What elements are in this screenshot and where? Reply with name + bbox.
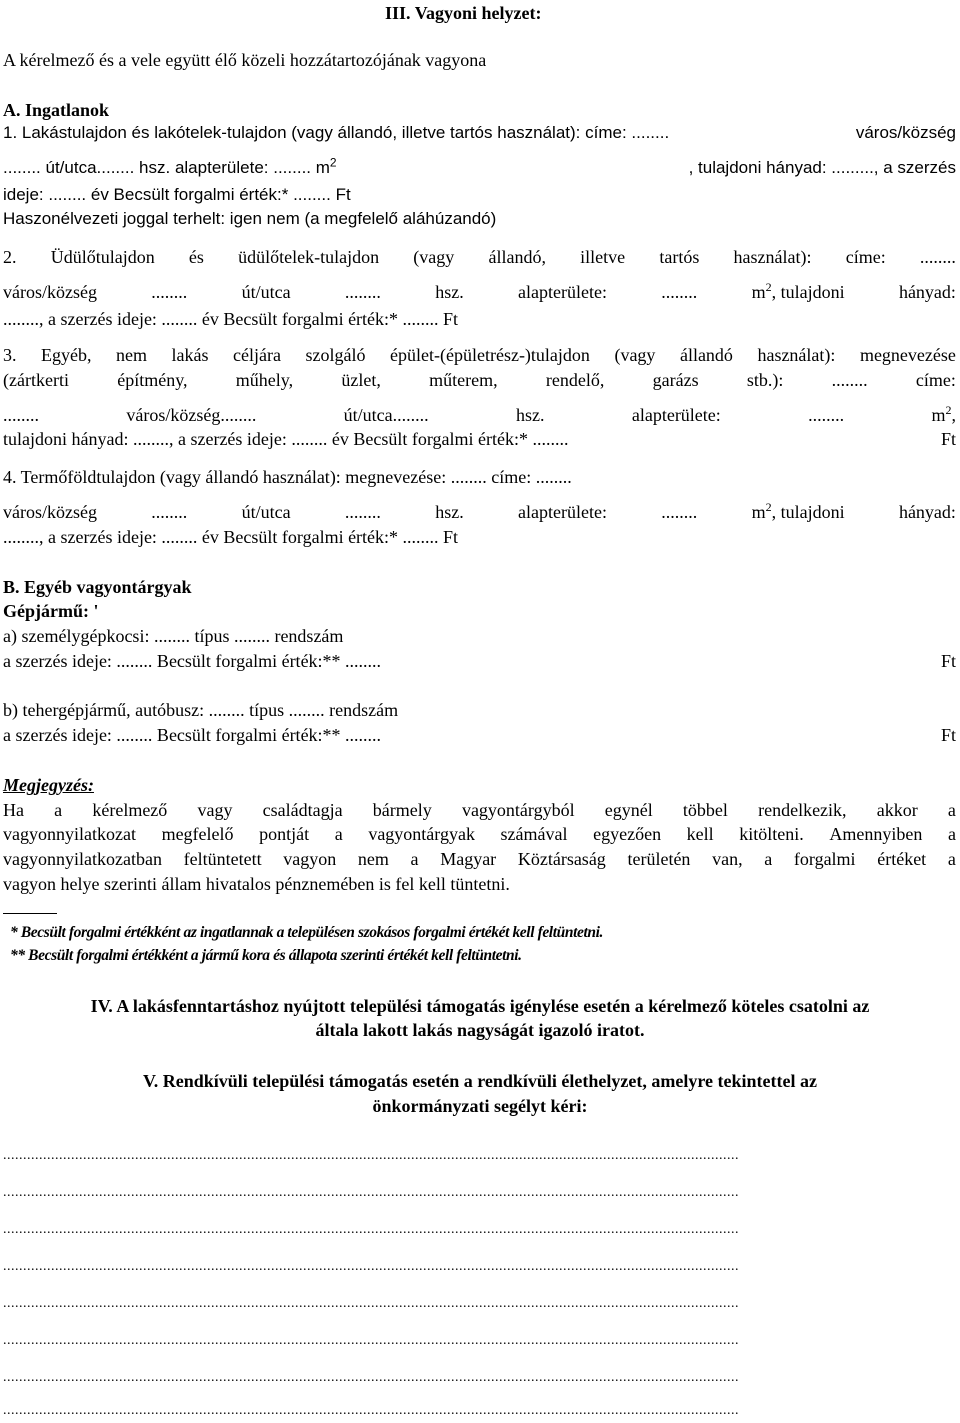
word: hányad:	[898, 282, 956, 302]
word: út/utca	[241, 282, 291, 302]
answer-line-7[interactable]: ........................................................................................................................................................................................	[3, 1370, 739, 1385]
word: (vagy	[413, 247, 455, 267]
word: m	[751, 282, 766, 302]
word: forgalmi	[793, 849, 856, 869]
item3-line1	[3, 344, 956, 366]
word: használat):	[757, 345, 836, 365]
item1-line1-end: város/község	[855, 123, 956, 142]
item4-line2	[3, 501, 956, 523]
word: megnevezése	[859, 345, 956, 365]
word: alapterülete:	[631, 405, 721, 425]
item1-line2-end: , tulajdoni hányad: ........., a szerzés	[688, 158, 956, 177]
word: garázs	[652, 370, 699, 390]
word: ........	[151, 282, 188, 302]
word: alapterülete:	[518, 282, 607, 302]
word: vagyonnyilatkozatban	[3, 849, 162, 869]
word: egyezően	[593, 824, 662, 844]
word: , tulajdoni	[771, 282, 845, 302]
word: nem	[116, 345, 148, 365]
section-4-line2: általa lakott lakás nagyságát igazoló iratot.	[315, 1020, 645, 1040]
word: tartós	[659, 247, 700, 267]
word-with-sup	[752, 501, 845, 523]
word: vagyontárgyból	[461, 800, 575, 820]
section-4-line1: IV. A lakásfenntartáshoz nyújtott települési támogatás igénylése esetén a kérelmező köteles csatolni az	[90, 996, 870, 1016]
word: ........	[344, 502, 381, 522]
word: alapterülete:	[518, 502, 607, 522]
superscript: 2	[765, 280, 772, 294]
word: (zártkerti	[3, 370, 69, 390]
word: és	[188, 247, 204, 267]
footnote-2: ** Becsült forgalmi értékként a jármű kora és állapota szerinti értékét kell feltüntetni.	[10, 947, 522, 964]
part-a-title: A. Ingatlanok	[3, 100, 110, 120]
item1-sup: 2	[329, 155, 337, 170]
item1-line4: Haszonélvezeti joggal terhelt: igen nem (a megfelelő aláhúzandó)	[3, 209, 497, 228]
word: üdülőtelek-tulajdon	[238, 247, 380, 267]
word: vagyonnyilatkozat	[3, 824, 136, 844]
word: hsz.	[435, 502, 464, 522]
part-b-subtitle: Gépjármű: '	[3, 601, 99, 621]
item2-line1	[3, 246, 956, 268]
word: van,	[712, 849, 743, 869]
word: út/utca........	[343, 405, 429, 425]
word: ........	[151, 502, 188, 522]
word: vagy	[197, 800, 233, 820]
word: város/község	[3, 282, 97, 302]
word: címe:	[845, 247, 886, 267]
word: ........	[808, 405, 845, 425]
word: állandó	[679, 345, 733, 365]
item1-line3: ideje: ........ év Becsült forgalmi érték:* ........ Ft	[3, 185, 351, 204]
word: út/utca	[241, 502, 291, 522]
word: rendelkezik,	[758, 800, 847, 820]
item1-line1-text: 1. Lakástulajdon és lakótelek-tulajdon (vagy állandó, illetve tartós használat): címe: ........	[3, 123, 670, 142]
word: üzlet,	[341, 370, 381, 390]
word: lakás	[171, 345, 209, 365]
word: Amennyiben	[829, 824, 923, 844]
word: kell	[686, 824, 714, 844]
word: kérelmező	[92, 800, 168, 820]
word: vagyontárgyak	[368, 824, 475, 844]
item1-line2-text: ........ út/utca........ hsz. alapterülete: ........ m	[3, 158, 330, 177]
note-title: Megjegyzés:	[3, 775, 94, 795]
word: Ha	[3, 800, 24, 820]
word: számával	[500, 824, 568, 844]
word: kitölteni.	[739, 824, 804, 844]
word: ........	[661, 282, 698, 302]
word: város/község	[3, 502, 97, 522]
word: építmény,	[117, 370, 188, 390]
word: a	[764, 849, 773, 869]
answer-line-2[interactable]: ........................................................................................................................................................................................	[3, 1185, 739, 1200]
word: vagyon	[283, 849, 337, 869]
word: ........	[919, 247, 956, 267]
word: a	[947, 849, 956, 869]
superscript: 2	[765, 500, 772, 514]
word: állandó,	[488, 247, 546, 267]
word: 2.	[3, 247, 17, 267]
word-with-sup	[752, 281, 845, 303]
word: céljára	[233, 345, 281, 365]
word: címe:	[915, 370, 956, 390]
word: , tulajdoni	[771, 502, 845, 522]
word: épület-(épületrész-)tulajdon	[390, 345, 590, 365]
word: feltüntetett	[183, 849, 262, 869]
note-line1	[3, 799, 956, 821]
item3-line3	[3, 404, 956, 426]
word: illetve	[580, 247, 626, 267]
answer-line-8[interactable]: ........................................................................................................................................................................................	[3, 1403, 739, 1418]
word: ........	[831, 370, 868, 390]
word-with-sup	[931, 404, 956, 426]
word: a	[54, 800, 63, 820]
word: hsz.	[516, 405, 545, 425]
word: város/község........	[126, 405, 257, 425]
superscript: 2	[945, 403, 952, 417]
word: Ft	[940, 429, 956, 449]
word: a	[947, 800, 956, 820]
item4-line1: 4. Termőföldtulajdon (vagy állandó használat): megnevezése: ........ címe: ........	[3, 467, 572, 487]
truck-line2-text: a szerzés ideje: ........ Becsült forgalmi érték:** ........	[3, 725, 382, 745]
word: a	[334, 824, 343, 844]
word: megfelelő	[161, 824, 234, 844]
word: a	[410, 849, 419, 869]
word: m	[751, 502, 766, 522]
word: stb.):	[746, 370, 784, 390]
word: Magyar	[440, 849, 497, 869]
word: pontját	[259, 824, 310, 844]
word: ........	[344, 282, 381, 302]
answer-line-3[interactable]: ........................................................................................................................................................................................	[3, 1222, 739, 1237]
item2-line2	[3, 281, 956, 303]
car-line2-text: a szerzés ideje: ........ Becsült forgalmi érték:** ........	[3, 651, 382, 671]
answer-line-4[interactable]: ........................................................................................................................................................................................	[3, 1259, 739, 1274]
note-line2	[3, 823, 956, 845]
word: Köztársaság	[517, 849, 606, 869]
word: Üdülőtulajdon	[50, 247, 155, 267]
car-line2	[3, 650, 956, 672]
word: nem	[357, 849, 389, 869]
footnote-1: * Becsült forgalmi értékként az ingatlannak a településen szokásos forgalmi értékét kell feltüntetni.	[10, 924, 603, 941]
item3-line4	[3, 428, 956, 450]
truck-line2	[3, 724, 956, 746]
word: hsz.	[435, 282, 464, 302]
part-b-title: B. Egyéb vagyontárgyak	[3, 577, 192, 597]
answer-line-5[interactable]: ........................................................................................................................................................................................	[3, 1296, 739, 1311]
item4-line3: ........, a szerzés ideje: ........ év Becsült forgalmi érték:* ........ Ft	[3, 527, 459, 547]
word: használat):	[733, 247, 812, 267]
item2-line3: ........, a szerzés ideje: ........ év Becsült forgalmi érték:* ........ Ft	[3, 309, 459, 329]
word: bármely	[372, 800, 432, 820]
item1-line2	[3, 157, 956, 179]
footnote-rule	[3, 913, 57, 914]
item1-line1	[3, 122, 956, 144]
word: (vagy	[614, 345, 656, 365]
word: akkor	[876, 800, 918, 820]
word: a	[947, 824, 956, 844]
word: műhely,	[235, 370, 294, 390]
section-5-line2: önkormányzati segélyt kéri:	[372, 1096, 588, 1116]
word: értéket	[877, 849, 927, 869]
item3-line2	[3, 369, 956, 391]
answer-line-6[interactable]: ........................................................................................................................................................................................	[3, 1333, 739, 1348]
word: szolgáló	[305, 345, 366, 365]
word: rendelő,	[545, 370, 605, 390]
word: műterem,	[429, 370, 498, 390]
section-5-line1: V. Rendkívüli települési támogatás esetén a rendkívüli élethelyzet, amelyre tekintettel az	[143, 1071, 817, 1091]
truck-line2-end: Ft	[940, 725, 956, 745]
word: 3.	[3, 345, 17, 365]
word: m	[931, 405, 946, 425]
truck-line1: b) tehergépjármű, autóbusz: ........ típus ........ rendszám	[3, 700, 399, 720]
word: ........	[3, 405, 39, 425]
word: többel	[682, 800, 728, 820]
car-line2-end: Ft	[940, 651, 956, 671]
word: tulajdoni hányad: ........, a szerzés ideje: ........ év Becsült forgalmi érték:* ........	[3, 429, 569, 449]
word: ........	[661, 502, 698, 522]
section-3-title: III. Vagyoni helyzet:	[385, 3, 542, 23]
note-line3	[3, 848, 956, 870]
suffix: ,	[951, 405, 956, 425]
car-line1: a) személygépkocsi: ........ típus ........ rendszám	[3, 626, 344, 646]
word: területén	[627, 849, 691, 869]
word: egynél	[604, 800, 653, 820]
word: családtagja	[262, 800, 343, 820]
note-line4: vagyon helye szerinti állam hivatalos pénznemében is fel kell tüntetni.	[3, 874, 510, 894]
word: hányad:	[898, 502, 956, 522]
section-3-intro: A kérelmező és a vele együtt élő közeli hozzátartozójának vagyona	[3, 50, 487, 70]
answer-line-1[interactable]: ........................................................................................................................................................................................	[3, 1148, 739, 1163]
word: Egyéb,	[41, 345, 92, 365]
